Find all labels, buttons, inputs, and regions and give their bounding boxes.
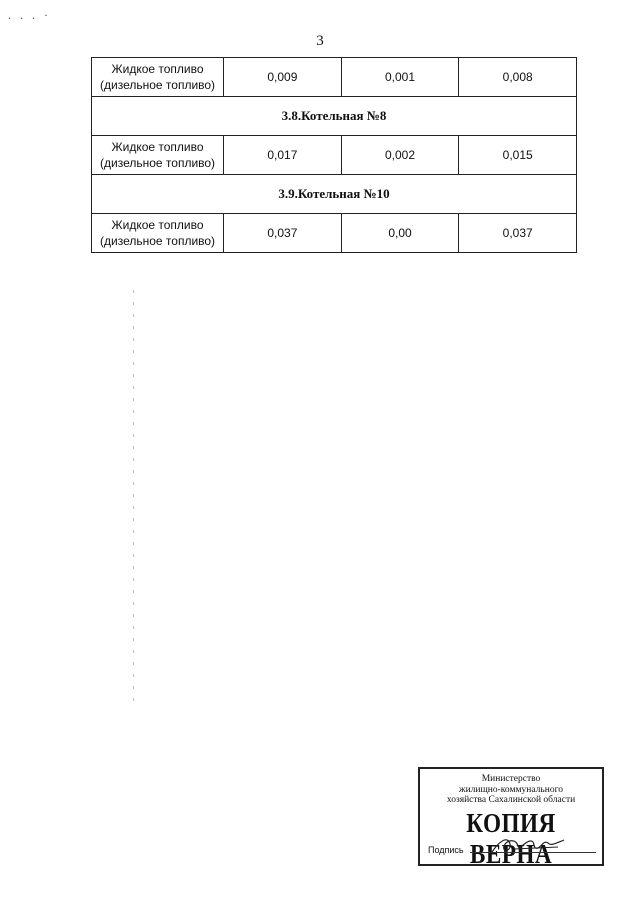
value-cell: 0,037 bbox=[224, 214, 342, 253]
fuel-type-cell bbox=[92, 58, 224, 97]
fuel-type-cell bbox=[92, 214, 224, 253]
value-cell: 0,00 bbox=[341, 214, 459, 253]
fuel-type-line: (дизельное топливо) bbox=[100, 156, 216, 170]
fuel-type-line: Жидкое топливо bbox=[111, 140, 204, 154]
table-row bbox=[92, 58, 577, 97]
stamp-signature-row bbox=[428, 836, 596, 856]
value-cell: 0,037 bbox=[459, 214, 577, 253]
section-title: 3.9.Котельная №10 bbox=[92, 175, 577, 214]
scan-artifact-line bbox=[133, 290, 134, 710]
fuel-consumption-table bbox=[91, 57, 577, 253]
signature-label: Подпись bbox=[428, 845, 464, 855]
fuel-type-line: Жидкое топливо bbox=[111, 218, 204, 232]
handwritten-signature-icon bbox=[488, 834, 568, 856]
stamp-organization bbox=[420, 774, 602, 806]
value-cell: 0,002 bbox=[341, 136, 459, 175]
table-row bbox=[92, 214, 577, 253]
stamp-title: КОПИЯ ВЕРНА bbox=[466, 807, 556, 869]
section-row bbox=[92, 175, 577, 214]
corner-marks: . . . · bbox=[8, 8, 51, 22]
value-cell: 0,015 bbox=[459, 136, 577, 175]
value-cell: 0,017 bbox=[224, 136, 342, 175]
fuel-type-line: Жидкое топливо bbox=[111, 62, 204, 76]
stamp-org-line: хозяйства Сахалинской области bbox=[446, 795, 576, 805]
stamp-org-line: жилищно-коммунального bbox=[459, 784, 563, 795]
fuel-type-cell bbox=[92, 136, 224, 175]
section-row bbox=[92, 97, 577, 136]
value-cell: 0,008 bbox=[459, 58, 577, 97]
stamp-org-line: Министерство bbox=[481, 774, 541, 784]
table-row bbox=[92, 136, 577, 175]
certified-copy-stamp bbox=[418, 767, 604, 869]
fuel-type-line: (дизельное топливо) bbox=[100, 234, 216, 248]
fuel-type-line: (дизельное топливо) bbox=[100, 78, 216, 92]
value-cell: 0,009 bbox=[224, 58, 342, 97]
section-title: 3.8.Котельная №8 bbox=[92, 97, 577, 136]
page-number: 3 bbox=[316, 33, 324, 49]
value-cell: 0,001 bbox=[341, 58, 459, 97]
